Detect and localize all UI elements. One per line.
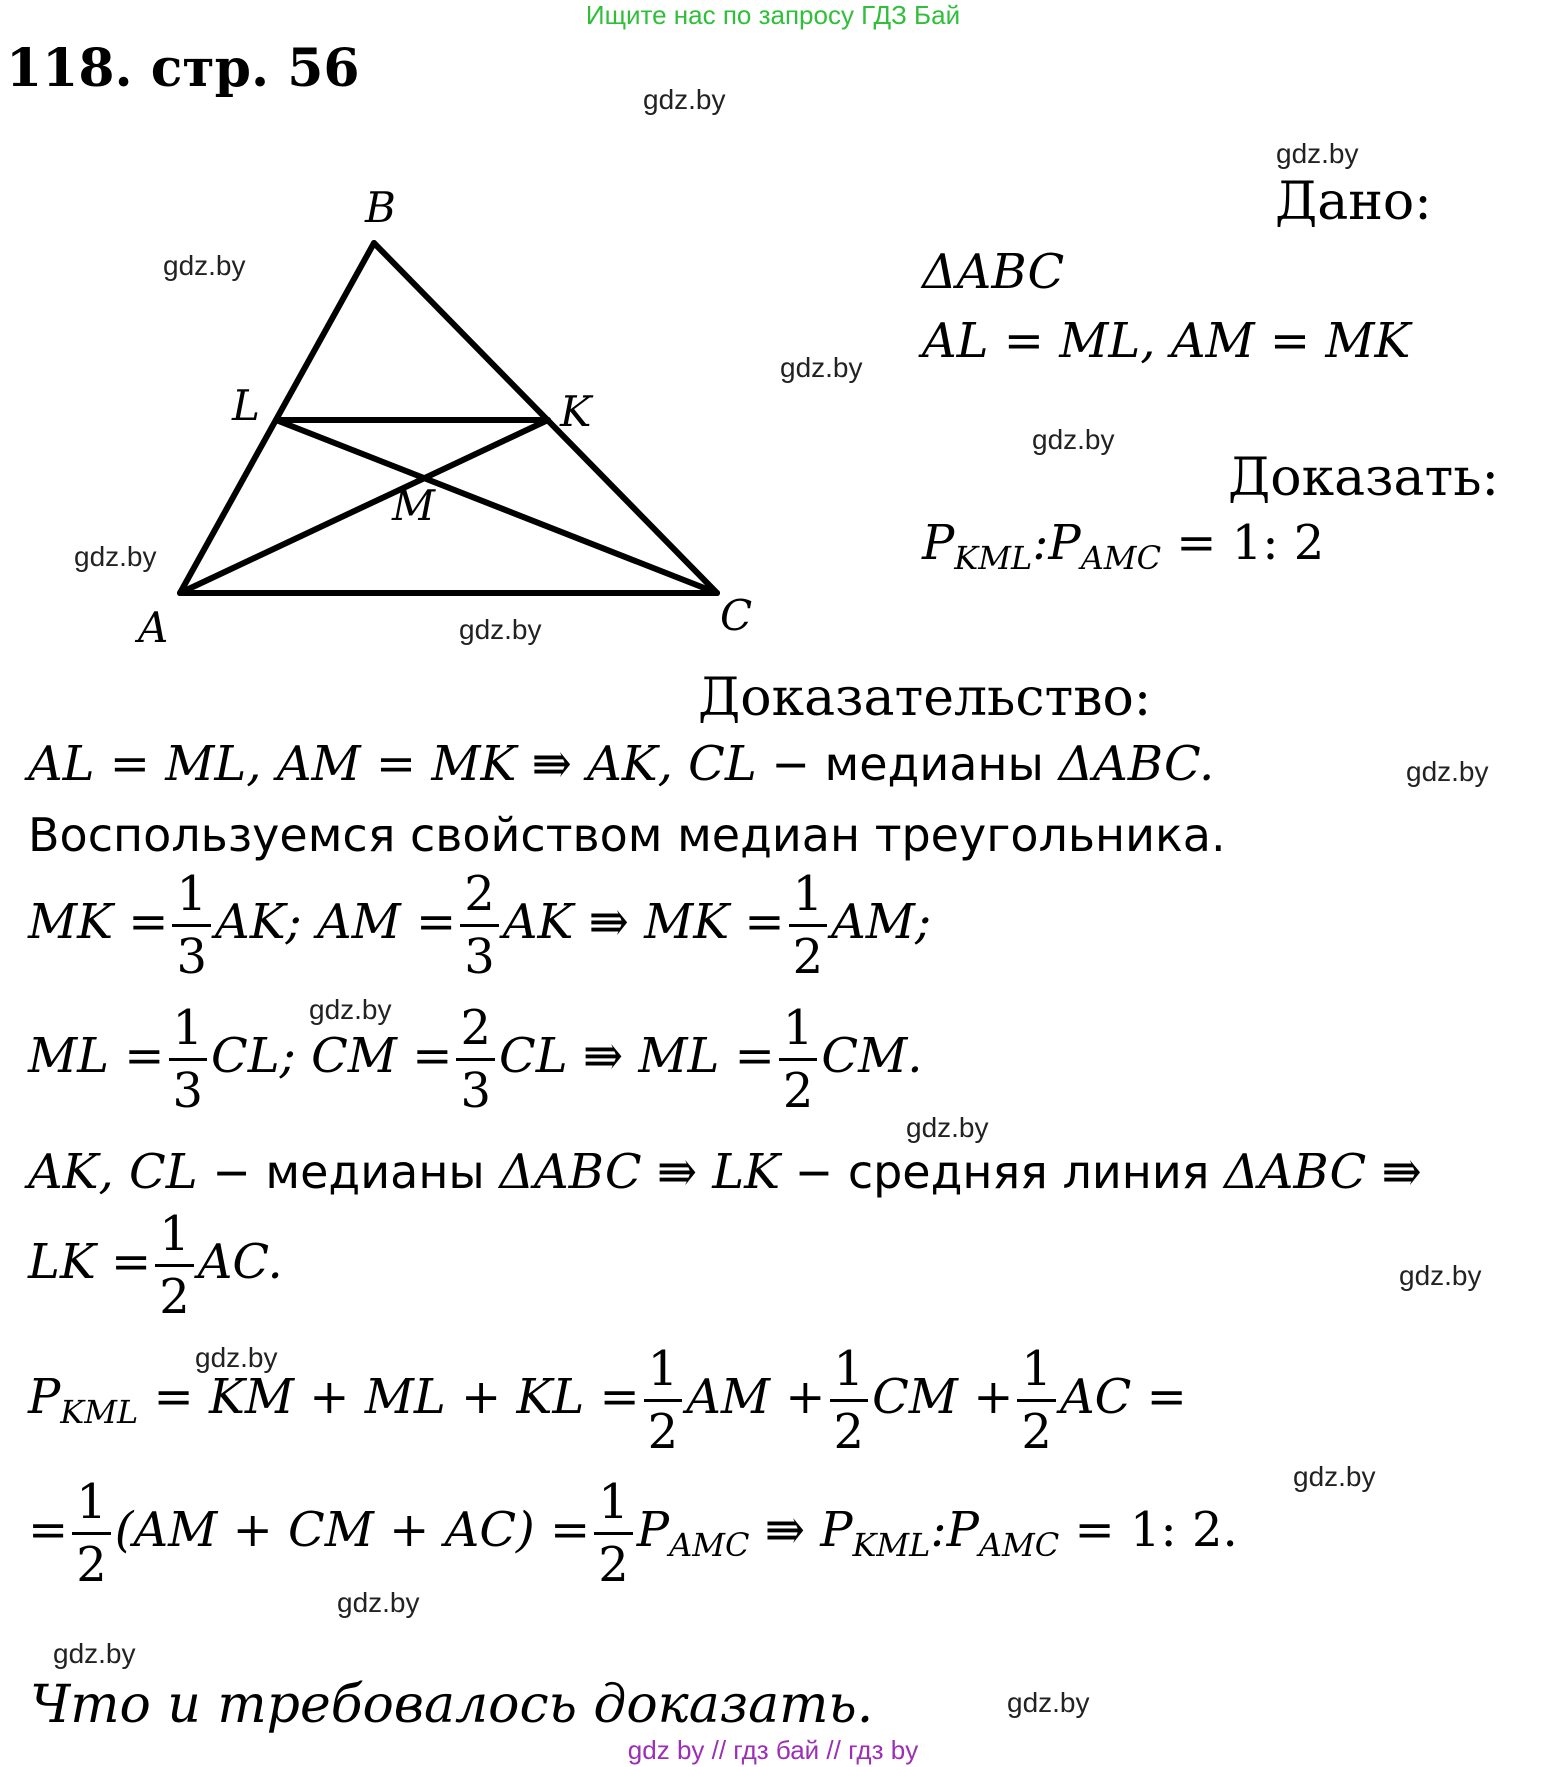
watermark: gdz.by [459, 614, 542, 645]
numerator: 1 [830, 1345, 869, 1402]
watermark: gdz.by [643, 84, 726, 115]
proof-line-1-text: − медианы [756, 737, 1059, 791]
proof-line-7 [28, 1341, 1187, 1460]
watermark: gdz.by [1399, 1260, 1482, 1291]
perimeter-subscript: KML [954, 539, 1033, 577]
expr: CM + [872, 1369, 1014, 1425]
perimeter-subscript: AMC [978, 1526, 1060, 1564]
expr: AK, CL [28, 1144, 198, 1200]
given-conditions: AL = ML, AM = MK [922, 313, 1411, 369]
expr-text: − медианы [197, 1145, 500, 1199]
numerator: 1 [789, 870, 828, 927]
watermark: gdz.by [53, 1638, 136, 1669]
watermark: gdz.by [1293, 1461, 1376, 1492]
perimeter-symbol: P [28, 1369, 61, 1425]
watermark: gdz.by [337, 1587, 420, 1618]
expr: ML = [28, 1028, 165, 1084]
given-triangle: ΔABC [922, 244, 1065, 300]
fraction [789, 866, 828, 985]
expr: AK ⇛ MK = [502, 894, 785, 950]
expr: AM; [831, 894, 932, 950]
proof-line-1-math: AL = ML, AM = MK ⇛ AK, CL [28, 736, 757, 792]
given-title: Дано: [1275, 172, 1432, 232]
expr: LK = [28, 1234, 152, 1290]
proof-line-2: Воспользуемся свойством медиан треугольника. [28, 808, 1226, 862]
watermark: gdz.by [1007, 1687, 1090, 1718]
footer-links: gdz by // гдз бай // гдз by [627, 1735, 919, 1765]
fraction [169, 1000, 208, 1119]
denominator: 2 [159, 1269, 190, 1325]
prove-title: Доказать: [1228, 448, 1500, 508]
denominator: 2 [647, 1404, 679, 1460]
ratio-colon: : [1032, 515, 1049, 571]
watermark: gdz.by [195, 1342, 278, 1373]
perimeter-subscript: KML [60, 1393, 139, 1431]
fraction [456, 1000, 495, 1119]
proof-line-4 [28, 1000, 923, 1119]
perimeter-subscript: AMC [1080, 539, 1162, 577]
ratio-value: = 1: 2. [1059, 1502, 1238, 1558]
perimeter-subscript: AMC [669, 1526, 750, 1564]
expr: CM. [821, 1028, 923, 1084]
watermark: gdz.by [1406, 756, 1489, 787]
expr: AM + [686, 1369, 826, 1425]
triangle-figure [0, 180, 800, 670]
watermark: gdz.by [309, 994, 392, 1025]
ratio-colon: : [930, 1502, 947, 1558]
fraction [830, 1341, 869, 1460]
numerator: 1 [594, 1478, 633, 1535]
denominator: 2 [782, 1063, 814, 1119]
expr: = [28, 1502, 69, 1558]
fraction [1017, 1341, 1056, 1460]
expr-text: − средняя линия [780, 1145, 1225, 1199]
expr: (AM + CM + AC) = [114, 1502, 591, 1558]
numerator: 2 [456, 1004, 495, 1061]
numerator: 1 [155, 1210, 194, 1267]
ratio-value: = 1: 2 [1161, 515, 1325, 571]
denominator: 2 [1021, 1404, 1052, 1460]
perimeter-symbol: P [946, 1502, 979, 1558]
watermark: gdz.by [163, 250, 246, 281]
numerator: 1 [644, 1345, 683, 1402]
expr: MK = [28, 894, 169, 950]
expr: AC = [1059, 1369, 1187, 1425]
promo-banner: Ищите нас по запросу ГДЗ Бай [585, 0, 961, 30]
vertex-label-m: M [392, 481, 436, 530]
vertex-label-k: K [560, 387, 592, 436]
proof-title: Доказательство: [698, 668, 1152, 728]
expr: AC. [197, 1234, 283, 1290]
fraction [72, 1474, 111, 1593]
denominator: 3 [464, 929, 495, 985]
watermark: gdz.by [906, 1112, 989, 1143]
expr: ⇛ [749, 1502, 821, 1558]
watermark: gdz.by [780, 352, 863, 383]
vertex-label-c: C [720, 591, 753, 640]
denominator: 2 [598, 1537, 629, 1593]
denominator: 3 [176, 929, 208, 985]
denominator: 2 [833, 1404, 865, 1460]
watermark: gdz.by [74, 541, 157, 572]
expr: CL ⇛ ML = [498, 1028, 775, 1084]
numerator: 2 [460, 870, 499, 927]
fraction [460, 866, 499, 985]
denominator: 3 [172, 1063, 204, 1119]
proof-line-5 [28, 1144, 1422, 1200]
numerator: 1 [169, 1004, 208, 1061]
vertex-label-b: B [365, 183, 396, 232]
proof-line-8 [28, 1474, 1238, 1593]
numerator: 1 [172, 870, 211, 927]
perimeter-symbol: P [922, 515, 955, 571]
perimeter-symbol: P [636, 1502, 670, 1558]
expr: AK; AM = [215, 894, 457, 950]
prove-statement [922, 515, 1324, 577]
expr: ΔABC ⇛ [1224, 1144, 1422, 1200]
perimeter-symbol: P [820, 1502, 853, 1558]
watermark: gdz.by [1032, 424, 1115, 455]
perimeter-symbol: P [1048, 515, 1081, 571]
expr: ΔABC ⇛ LK [499, 1144, 781, 1200]
exercise-heading: 118. стр. 56 [6, 38, 360, 99]
fraction [155, 1206, 194, 1325]
denominator: 2 [76, 1537, 107, 1593]
proof-line-1 [28, 736, 1214, 792]
vertex-label-l: L [232, 381, 260, 430]
fraction [644, 1341, 683, 1460]
numerator: 1 [1017, 1345, 1056, 1402]
denominator: 3 [460, 1063, 491, 1119]
vertex-label-a: A [138, 603, 169, 652]
fraction [594, 1474, 633, 1593]
proof-line-6 [28, 1206, 283, 1325]
expr: CL; CM = [211, 1028, 453, 1084]
expr: = KM + ML + KL = [138, 1369, 640, 1425]
fraction [172, 866, 211, 985]
watermark: gdz.by [1276, 138, 1359, 169]
perimeter-subscript: KML [852, 1526, 931, 1564]
fraction [779, 1000, 818, 1119]
numerator: 1 [72, 1478, 111, 1535]
numerator: 1 [779, 1004, 818, 1061]
denominator: 2 [792, 929, 824, 985]
proof-conclusion: Что и требовалось доказать. [30, 1675, 874, 1735]
proof-line-1-end: ΔABC. [1058, 736, 1215, 792]
proof-line-3 [28, 866, 932, 985]
